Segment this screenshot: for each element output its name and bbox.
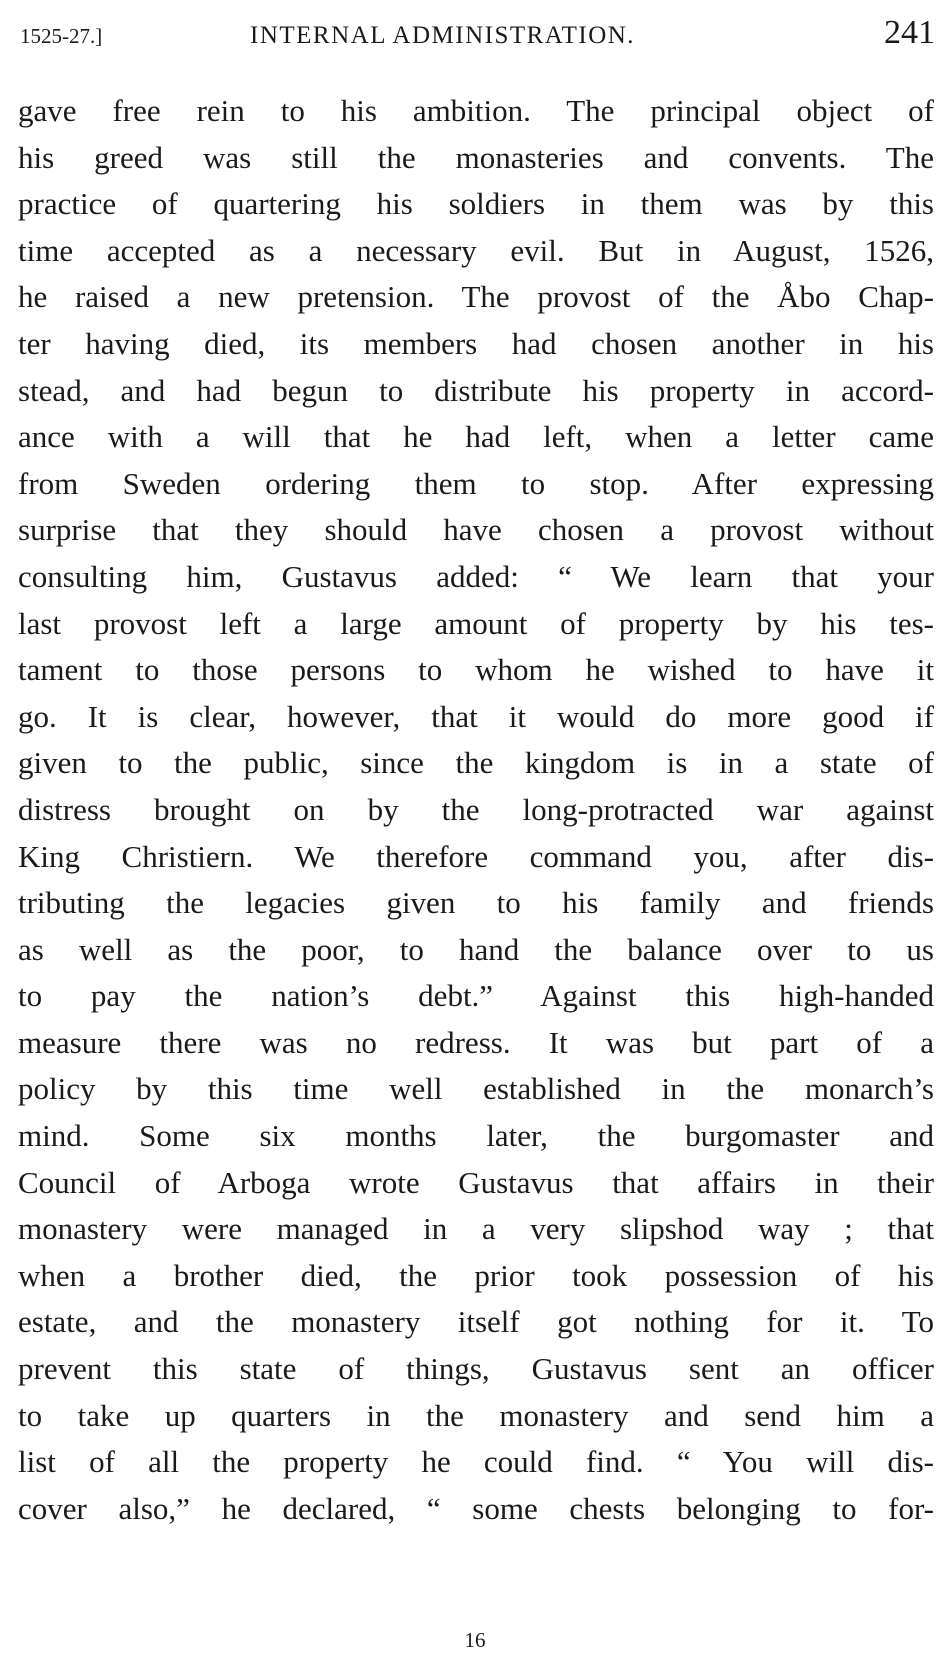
text-line: ance with a will that he had left, when a letter came bbox=[18, 419, 934, 455]
text-line: policy by this time well established in the monarch’s bbox=[18, 1071, 934, 1107]
text-line: to pay the nation’s debt.” Against this high-handed bbox=[18, 978, 934, 1014]
text-line: his greed was still the monasteries and convents. The bbox=[18, 139, 934, 175]
text-line: tributing the legacies given to his family and friends bbox=[18, 885, 934, 921]
body-text bbox=[18, 88, 934, 1532]
text-line: practice of quartering his soldiers in them was by this bbox=[18, 186, 934, 222]
text-line: King Christiern. We therefore command you, after dis- bbox=[18, 838, 934, 874]
text-line: go. It is clear, however, that it would do more good if bbox=[18, 698, 934, 734]
text-line: list of all the property he could find. “ You will dis- bbox=[18, 1444, 934, 1480]
text-line: prevent this state of things, Gustavus sent an officer bbox=[18, 1351, 934, 1387]
text-line: stead, and had begun to distribute his property in accord- bbox=[18, 372, 934, 408]
text-line: estate, and the monastery itself got nothing for it. To bbox=[18, 1304, 934, 1340]
text-line: he raised a new pretension. The provost of the Åbo Chap- bbox=[18, 279, 934, 315]
text-line: cover also,” he declared, “ some chests belonging to for- bbox=[18, 1490, 934, 1526]
text-line: mind. Some six months later, the burgomaster and bbox=[18, 1118, 934, 1154]
text-line: when a brother died, the prior took possession of his bbox=[18, 1257, 934, 1293]
text-line: from Sweden ordering them to stop. After expressing bbox=[18, 465, 934, 501]
text-line: to take up quarters in the monastery and send him a bbox=[18, 1397, 934, 1433]
header-chapter-title: INTERNAL ADMINISTRATION. bbox=[250, 22, 636, 49]
signature-mark: 16 bbox=[464, 1628, 486, 1652]
text-line: gave free rein to his ambition. The principal object of bbox=[18, 93, 934, 128]
header-page-number: 241 bbox=[884, 14, 935, 51]
text-line: Council of Arboga wrote Gustavus that affairs in their bbox=[18, 1164, 934, 1200]
text-line: measure there was no redress. It was but part of a bbox=[18, 1024, 934, 1060]
text-line: as well as the poor, to hand the balance over to us bbox=[18, 931, 934, 967]
text-line: monastery were managed in a very slipshod way ; that bbox=[18, 1211, 934, 1247]
text-line: tament to those persons to whom he wished to have it bbox=[18, 652, 934, 688]
text-line: consulting him, Gustavus added: “ We learn that your bbox=[18, 558, 934, 594]
text-line: ter having died, its members had chosen another in his bbox=[18, 325, 934, 361]
text-line: time accepted as a necessary evil. But in August, 1526, bbox=[18, 232, 934, 268]
header-date-range: 1525-27.] bbox=[20, 24, 103, 48]
text-line: distress brought on by the long-protracted war against bbox=[18, 791, 934, 827]
text-line: given to the public, since the kingdom is in a state of bbox=[18, 745, 934, 781]
text-line: surprise that they should have chosen a provost without bbox=[18, 512, 934, 548]
text-line: last provost left a large amount of property by his tes- bbox=[18, 605, 934, 641]
running-head bbox=[20, 14, 935, 58]
